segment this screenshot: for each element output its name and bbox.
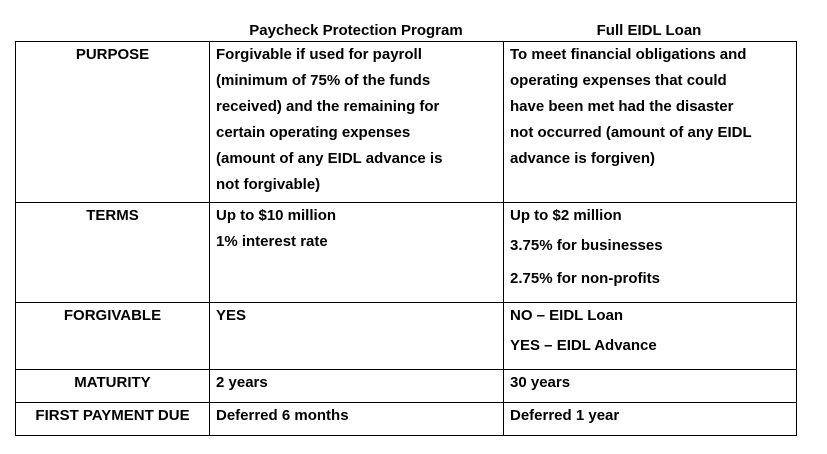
text-line: Deferred 1 year (510, 407, 620, 424)
table-row-first-payment (16, 403, 797, 436)
table-row-purpose (16, 42, 797, 203)
cell-maturity-eidl (504, 370, 797, 403)
row-label-forgivable: FORGIVABLE (16, 303, 210, 370)
cell-forgivable-eidl (504, 303, 797, 370)
column-header-ppp: Paycheck Protection Program (249, 22, 463, 39)
text-line: Up to $10 million (216, 207, 337, 224)
row-label-terms: TERMS (16, 203, 210, 303)
text-line: Forgivable if used for payroll (216, 46, 422, 63)
cell-purpose-eidl (504, 42, 797, 203)
text-line: YES – EIDL Advance (510, 337, 657, 354)
comparison-table (15, 41, 797, 436)
cell-terms-ppp (210, 203, 504, 303)
column-header-eidl: Full EIDL Loan (596, 22, 702, 39)
cell-maturity-ppp (210, 370, 504, 403)
text-line: YES (216, 307, 247, 324)
text-line: not forgivable) (216, 176, 321, 193)
text-line: 1% interest rate (216, 233, 328, 250)
text-line: 30 years (510, 374, 571, 391)
table-row-maturity (16, 370, 797, 403)
text-line: advance is forgiven) (510, 150, 656, 167)
table-row-forgivable (16, 303, 797, 370)
text-line: NO – EIDL Loan (510, 307, 624, 324)
text-line: Deferred 6 months (216, 407, 349, 424)
table-row-terms (16, 203, 797, 303)
text-line: (minimum of 75% of the funds (216, 72, 431, 89)
text-line: 2 years (216, 374, 268, 391)
row-label-maturity: MATURITY (16, 370, 210, 403)
text-line: have been met had the disaster (510, 98, 734, 115)
cell-terms-eidl (504, 203, 797, 303)
text-line: (amount of any EIDL advance is (216, 150, 443, 167)
cell-first-payment-eidl (504, 403, 797, 436)
text-line: 3.75% for businesses (510, 237, 663, 254)
row-label-purpose: PURPOSE (16, 42, 210, 203)
text-line: received) and the remaining for (216, 98, 440, 115)
text-line: certain operating expenses (216, 124, 411, 141)
cell-first-payment-ppp (210, 403, 504, 436)
cell-purpose-ppp (210, 42, 504, 203)
text-line: Up to $2 million (510, 207, 622, 224)
text-line: not occurred (amount of any EIDL (510, 124, 752, 141)
row-label-first-payment: FIRST PAYMENT DUE (16, 403, 210, 436)
text-line: To meet financial obligations and (510, 46, 747, 63)
text-line: 2.75% for non-profits (510, 270, 661, 287)
text-line: operating expenses that could (510, 72, 727, 89)
cell-forgivable-ppp (210, 303, 504, 370)
